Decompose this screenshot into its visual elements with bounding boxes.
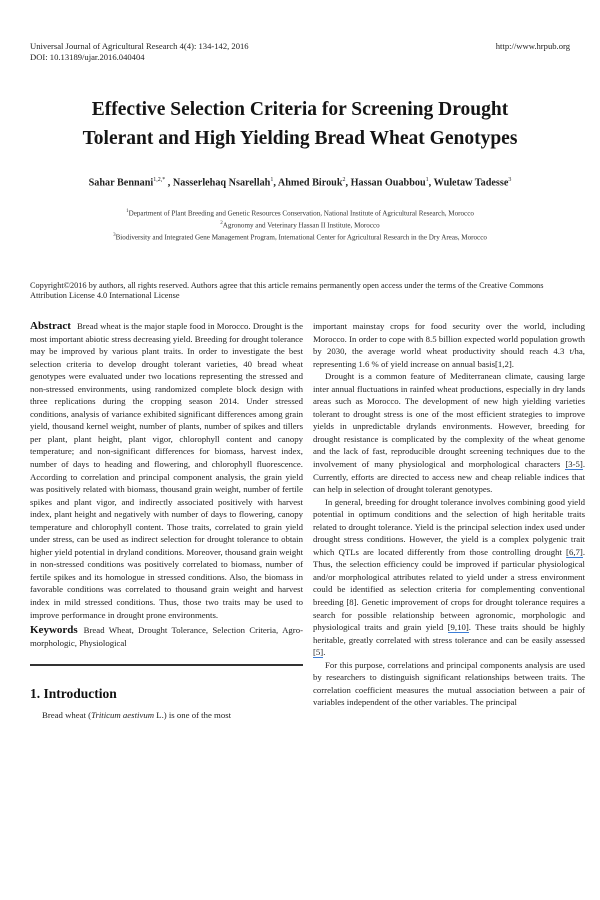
abstract-label: Abstract	[30, 320, 71, 332]
citation-link[interactable]: [5]	[313, 647, 324, 658]
author-list: Sahar Bennani$^{1,2,*}$ , Nasserlehaq Nsarellah$^1$, Ahmed Birouk$^2$, Hassan Ouabbou$^1$, Wuletaw Tadesse$^3$	[88, 177, 512, 189]
title-line-1: Effective Selection Criteria for Screening Drought	[91, 99, 509, 120]
affil-text: Agronomy and Veterinary Hassan II Institute, Morocco	[222, 221, 380, 230]
abstract	[30, 320, 303, 621]
intro-paragraph-1-start	[30, 709, 303, 722]
affil-mark: 3	[113, 232, 116, 238]
journal-citation: Universal Journal of Agricultural Research 4(4): 134-142, 2016	[30, 41, 249, 51]
affil-mark: 1	[126, 209, 129, 214]
intro-paragraph-4: For this purpose, correlations and principal components analysis are used by researchers to distinguish significant relationships between traits. The correlation coefficient measures the mutual association between a pair of variables independent of the other variables. The principal	[313, 659, 585, 708]
journal-url[interactable]: http://www.hrpub.org	[495, 41, 570, 51]
abstract-text: Bread wheat is the major staple food in Morocco. Drought is the most important abiotic stress decreasing yield. Breeding for drought tolerance may be improved by various plant traits. In order to investigate the best selection criteria to develop drought tolerant varieties, 40 bread wheat genotypes were evaluated under two locations representing the stressed and non-stressed environments, using randomized complete block design with three replications during the cropping season 2014. Under stressed conditions, analysis of variance exhibited significant differences among grain yield, thousand kernel weight, number of plants, number of spikes and tillers per plant, plant height, plant vigor, chlorophyll content and canopy temperature; and non-significant differences for biomass, harvest index, number of days to heading and flowering, and chlorophyll fluorescence. According to correlation and principal component analysis, the grain yield was positively related with biomass, thousand grain weight, number of fertile spikes and plant vigor, and indirectly associated positively with harvest index, plant height and negatively with number of days to flowering, canopy temperature and chlorophyll content. Those traits, correlated to grain yield under stress, can be used as indirect selection for drought tolerance to obtain higher yield potential in dryland conditions. Moreover, thousand grain weight in non-stressed conditions was positively correlated to biomass, number of fertile spikes and its homologue in stressed conditions. Also, the biomass in favorable conditions was correlated to thousand grain weight and harvest index in mild stressed conditions. Thus, those two traits may be used to improve performance in drought prone environments.	[30, 321, 303, 620]
citation-link[interactable]: [6,7]	[566, 546, 583, 557]
author-affil-mark: 2	[342, 177, 346, 183]
citation-link[interactable]: [9,10]	[447, 622, 469, 633]
paper-title	[0, 95, 600, 153]
text: L.) is one of the most	[154, 709, 232, 720]
text: . These traits should be highly heritable, greatly correlated with stress tolerance and can be easily assessed	[313, 622, 585, 645]
text: .	[323, 647, 326, 658]
affil-mark: 2	[220, 220, 223, 226]
author: Sahar Bennani	[88, 177, 154, 189]
section-heading-introduction: 1. Introduction	[30, 686, 117, 702]
title-line-2: Tolerant and High Yielding Bread Wheat Genotypes	[82, 128, 518, 149]
left-column	[30, 320, 303, 721]
text: . Currently, efforts are directed to access new and cheap reliable indices that can help in selection of drought tolerant genotypes.	[313, 459, 585, 495]
author-affil-mark: 3	[508, 177, 512, 183]
doi: DOI: 10.13189/ujar.2016.040404	[30, 52, 145, 62]
author: Nasserlehaq Nsarellah	[172, 177, 271, 189]
affil-text: Department of Plant Breeding and Genetic Resources Conservation, National Institute of Agricultural Research, Morocco	[128, 209, 474, 218]
intro-paragraph-3	[313, 496, 585, 659]
right-column	[313, 320, 585, 709]
text: Drought is a common feature of Mediterranean climate, causing large inter annual fluctuations in rainfed wheat productions, especially in dry lands areas such as Morocco. The development of new high yielding varieties tolerant to drought stress is one of the most efficient strategies to improve yields in unpredictable drylands environments. However, breeding for drought resistance is complicated by the complexity of the wheat genome and the lack of fast, reproducible drought screening techniques due to the involvement of many physiological and morphological characters	[313, 371, 585, 470]
keywords-text: Bread Wheat, Drought Tolerance, Selection Criteria, Agro-morphologic, Physiological	[30, 625, 303, 648]
author: Ahmed Birouk	[277, 177, 343, 189]
copyright-notice: Copyright©2016 by authors, all rights reserved. Authors agree that this article remains permanently open access under the terms of the Creative Commons Attribution License 4.0 International License	[30, 281, 544, 300]
author: Wuletaw Tadesse	[433, 177, 509, 189]
author: Hassan Ouabbou	[350, 177, 426, 189]
text: Bread wheat (	[42, 709, 92, 720]
affil-text: Biodiversity and Integrated Gene Management Program, International Center for Agricultural Research in the Dry Areas, Morocco	[115, 233, 487, 242]
affiliations	[0, 207, 600, 243]
intro-paragraph-2	[313, 370, 585, 495]
running-header-left	[30, 41, 249, 63]
affiliation	[0, 219, 600, 231]
text: . Thus, the selection efficiency could be improved if particular physiological and/or morphological attributes related to yield under a stress environment could be identified as selection criteria for complementing conventional breeding [8]. Genetic improvement of crops for drought tolerance requires a search for possible relationship between agronomic, morphologic and physiological traits and grain yield	[313, 546, 585, 633]
affiliation	[0, 207, 600, 219]
species-name: Triticum aestivum	[91, 709, 155, 720]
intro-paragraph-1-cont: important mainstay crops for food security over the world, including Morocco. In order to cope with 8.5 billion expected world population growth by 2030, the average world wheat productivity should reach 4.3 t/ha, representing 1.6 % of yield increase on annual basis[1,2].	[313, 321, 585, 369]
text: In general, breeding for drought tolerance involves combining good yield potential in optimum conditions and the selection of high heritable traits related to drought tolerance. Yield is the principal selection index used under drought stress conditions. However, the yield is a complex polygenic trait which QTLs are located differently from those controlling drought	[313, 496, 585, 557]
keywords-label: Keywords	[30, 624, 78, 637]
author-affil-mark: 1	[270, 177, 274, 183]
citation-link[interactable]: [3-5]	[565, 459, 583, 470]
section-divider	[30, 664, 303, 666]
keywords	[30, 624, 303, 649]
author-affil-mark: 1	[425, 177, 429, 183]
author-affil-mark: 1,2,*	[153, 177, 166, 183]
affiliation	[0, 231, 600, 243]
